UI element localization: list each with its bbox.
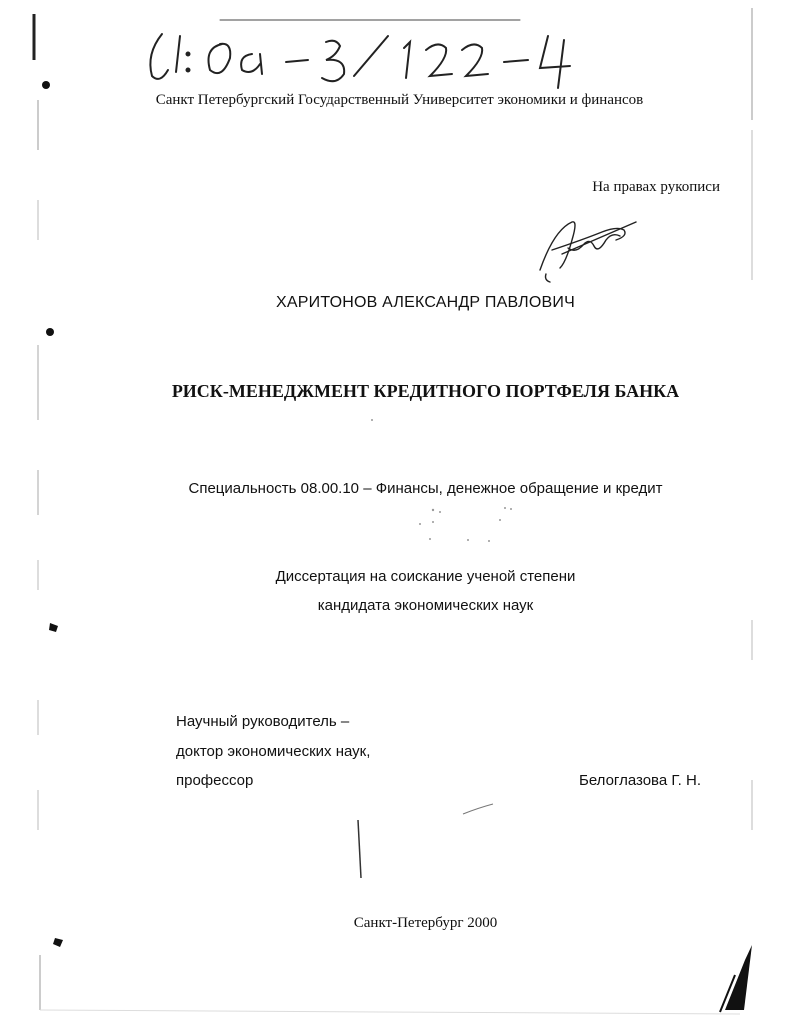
handwritten-archive-code <box>140 14 620 94</box>
manuscript-rights: На правах рукописи <box>592 179 720 195</box>
author-signature <box>532 210 642 285</box>
dissertation-title: РИСК-МЕНЕДЖМЕНТ КРЕДИТНОГО ПОРТФЕЛЯ БАНКА <box>171 381 680 401</box>
city-year: Санкт-Петербург 2000 <box>353 915 498 931</box>
supervisor-label: Научный руководитель – <box>176 713 350 730</box>
supervisor-degree: доктор экономических наук, <box>176 743 371 760</box>
university-name: Санкт Петербургский Государственный Университет экономики и финансов <box>155 92 644 108</box>
dissertation-degree-line-2: кандидата экономических наук <box>317 597 534 614</box>
supervisor-title: профессор <box>176 772 254 789</box>
supervisor-name: Белоглазова Г. Н. <box>578 772 701 789</box>
handwritten-code-drawing <box>140 14 620 94</box>
dissertation-degree-line-1: Диссертация на соискание ученой степени <box>275 568 576 585</box>
specialty-line: Специальность 08.00.10 – Финансы, денежное обращение и кредит <box>188 480 663 497</box>
author-name: ХАРИТОНОВ АЛЕКСАНДР ПАВЛОВИЧ <box>276 294 575 311</box>
